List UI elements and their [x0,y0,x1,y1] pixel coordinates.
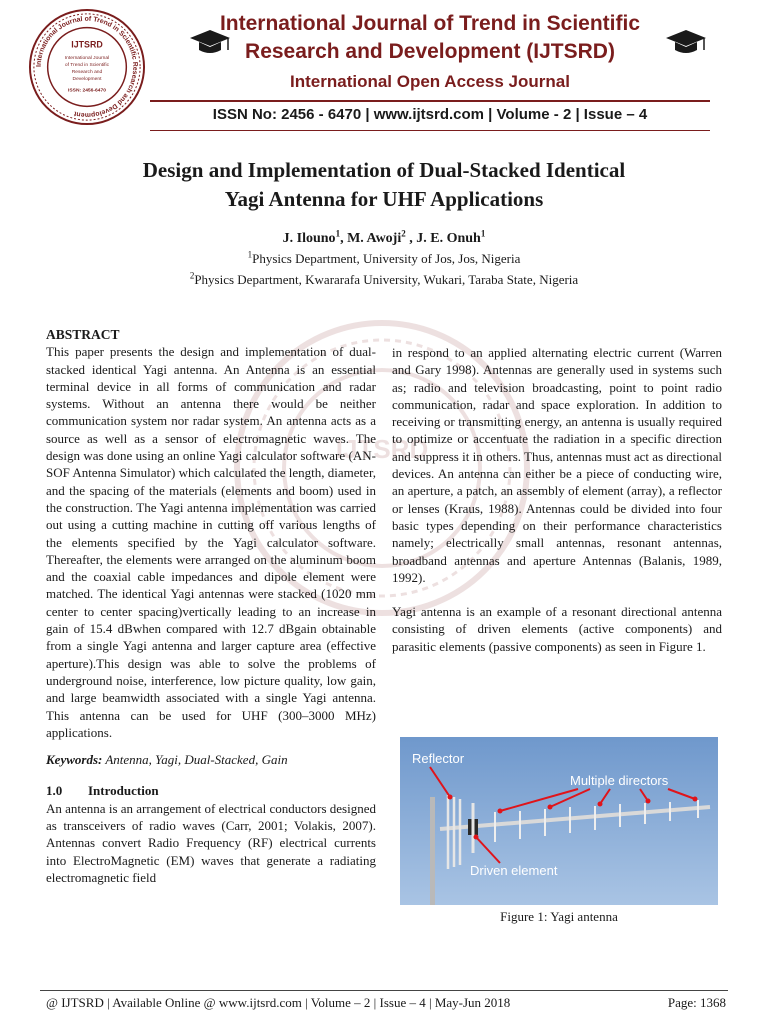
watermark-text: IJTSRD [335,434,429,464]
seal-line-3: Research and [71,69,103,75]
seal-issn: ISSN: 2456-6470 [68,88,106,94]
journal-name-line-2: Research and Development (IJTSRD) [245,40,615,63]
page-number: Page: 1368 [667,995,726,1010]
author-affiliation-mark: 1 [480,228,486,239]
body-paragraph: Yagi antenna is an example of a resonant directional antenna consisting of driven elements (active components) and parasitic elements (passive components) as seen in Figure 1. [392,604,722,654]
section-title: Introduction [88,783,159,799]
author-name: M. Awoji [347,231,402,246]
author-affiliation-mark: 1 [335,228,341,239]
right-column [392,344,722,655]
abstract-text: This paper presents the design and implementation of dual-stacked identical Yagi antenna. An Antenna is an essential terminal device in all forms of communication and radar systems. Without an antenna there would be neither communication system nor radar system. An antenna acts as a source as well as a sensor of electromagnetic waves. The design was done using an online Yagi calculator software (AN-SOF Antenna Simulator) which calculated the length, diameter, and the spacing of the materials (elements and boom) used in the construction. The Yagi antenna implementation was carried out using a cutting machine in cutting off various lengths of the elements specified by the Yagi calculator software. Thereafter, the elements were arranged on the aluminum boom and the coaxial cable impedances and dipole element were matched. The identical Yagi antennas were stacked (1020 mm center to center spacing)vertically leading to an increase in gain of 15.4 dBwhen compared with 12.7 dBgain obtainable from a single Yagi antenna and larger capture area (effective aperture).This design was able to solve the problems of underground noise, interference, low picture quality, low gain, and large beamwidth associated with a single Yagi antenna. This antenna can be used for UHF (300–3000 MHz) applications. [46,344,376,740]
seal-line-4: Development [72,76,102,82]
affiliation-mark: 1 [247,249,253,260]
author-name: J. E. Onuh [416,231,481,246]
section-number: 1.0 [46,783,63,799]
journal-header [0,0,768,140]
figure-label-reflector: Reflector [412,751,465,766]
seal-center-text: IJTSRD [71,39,103,50]
affiliation-text: Physics Department, Kwararafa University, Wukari, Taraba State, Nigeria [194,272,579,287]
introduction-heading [46,782,376,799]
keywords-text: Antenna, Yagi, Dual-Stacked, Gain [105,752,288,768]
figure-caption: Figure 1: Yagi antenna [500,909,618,924]
seal-line-2: of Trend in Scientific [64,63,110,69]
seal-line-1: International Journal [64,56,110,62]
footer-text: @ IJTSRD | Available Online @ www.ijtsrd.com | Volume – 2 | Issue – 4 | May-Jun 2018 [46,995,511,1010]
journal-seal-logo [28,8,146,126]
affiliation-mark: 2 [189,270,195,281]
affiliation-text: Physics Department, University of Jos, Jos, Nigeria [252,251,521,266]
footer-divider [40,990,728,991]
header-divider [150,130,710,131]
keywords [46,751,376,768]
author-list: J. Ilouno$^1$, M. Awoji$^2$ , J. E. Onuh$^1$ [282,228,486,246]
journal-subtitle: International Open Access Journal [290,72,570,91]
body-paragraph: in respond to an applied alternating electric current (Warren and Gary 1998). Antennas are generally used in systems such as; radio and television broadcasting, point to point radio communication, radar and space exploration. In addition to receiving or transmitting energy, an antenna is usually required to optimize or accentuate the radiation in a specific direction and suppress it in others. Thus, antennas must act as directional devices. An antenna can either be a piece of conducting wire, an aperture, a patch, an assembly of element (array), a reflector or lenses (Kraus, 1988). Antennas could be divided into four basic types depending on their performance characteristics namely; electrically small antennas, resonant antennas, broadband antennas and aperture Antennas (Balanis, 1989, 1992). [392,345,722,585]
keywords-label: Keywords: [46,752,103,768]
journal-name-line-1: International Journal of Trend in Scientific [219,12,641,35]
issn-line: ISSN No: 2456 - 6470 | www.ijtsrd.com | Volume - 2 | Issue – 4 [212,106,648,123]
seal-ring-text: International Journal of Trend in Scientific Research and Development [35,15,139,119]
affiliation [60,272,708,288]
author-affiliation-mark: 2 [401,228,406,239]
figure-label-driven: Driven element [470,863,558,878]
header-divider [150,100,710,102]
affiliation [60,251,708,267]
introduction-text: An antenna is an arrangement of electrical conductors designed as transceivers of radio waves (Carr, 2001; Volakis, 2007). Antennas convert Radio Frequency (RF) electrical currents into ElectroMagnetic (EM) waves that generate a radiating electromagnetic field [46,800,376,885]
paper-title-line-2: Yagi Antenna for UHF Applications [224,187,544,211]
abstract-heading: ABSTRACT [46,327,120,342]
figure-label-directors: Multiple directors [570,773,669,788]
left-column [46,326,376,886]
yagi-antenna-photo [400,737,718,905]
paper-title-line-1: Design and Implementation of Dual-Stacked Identical [142,158,626,182]
page-footer [46,995,726,1011]
author-name: J. Ilouno [282,231,336,246]
